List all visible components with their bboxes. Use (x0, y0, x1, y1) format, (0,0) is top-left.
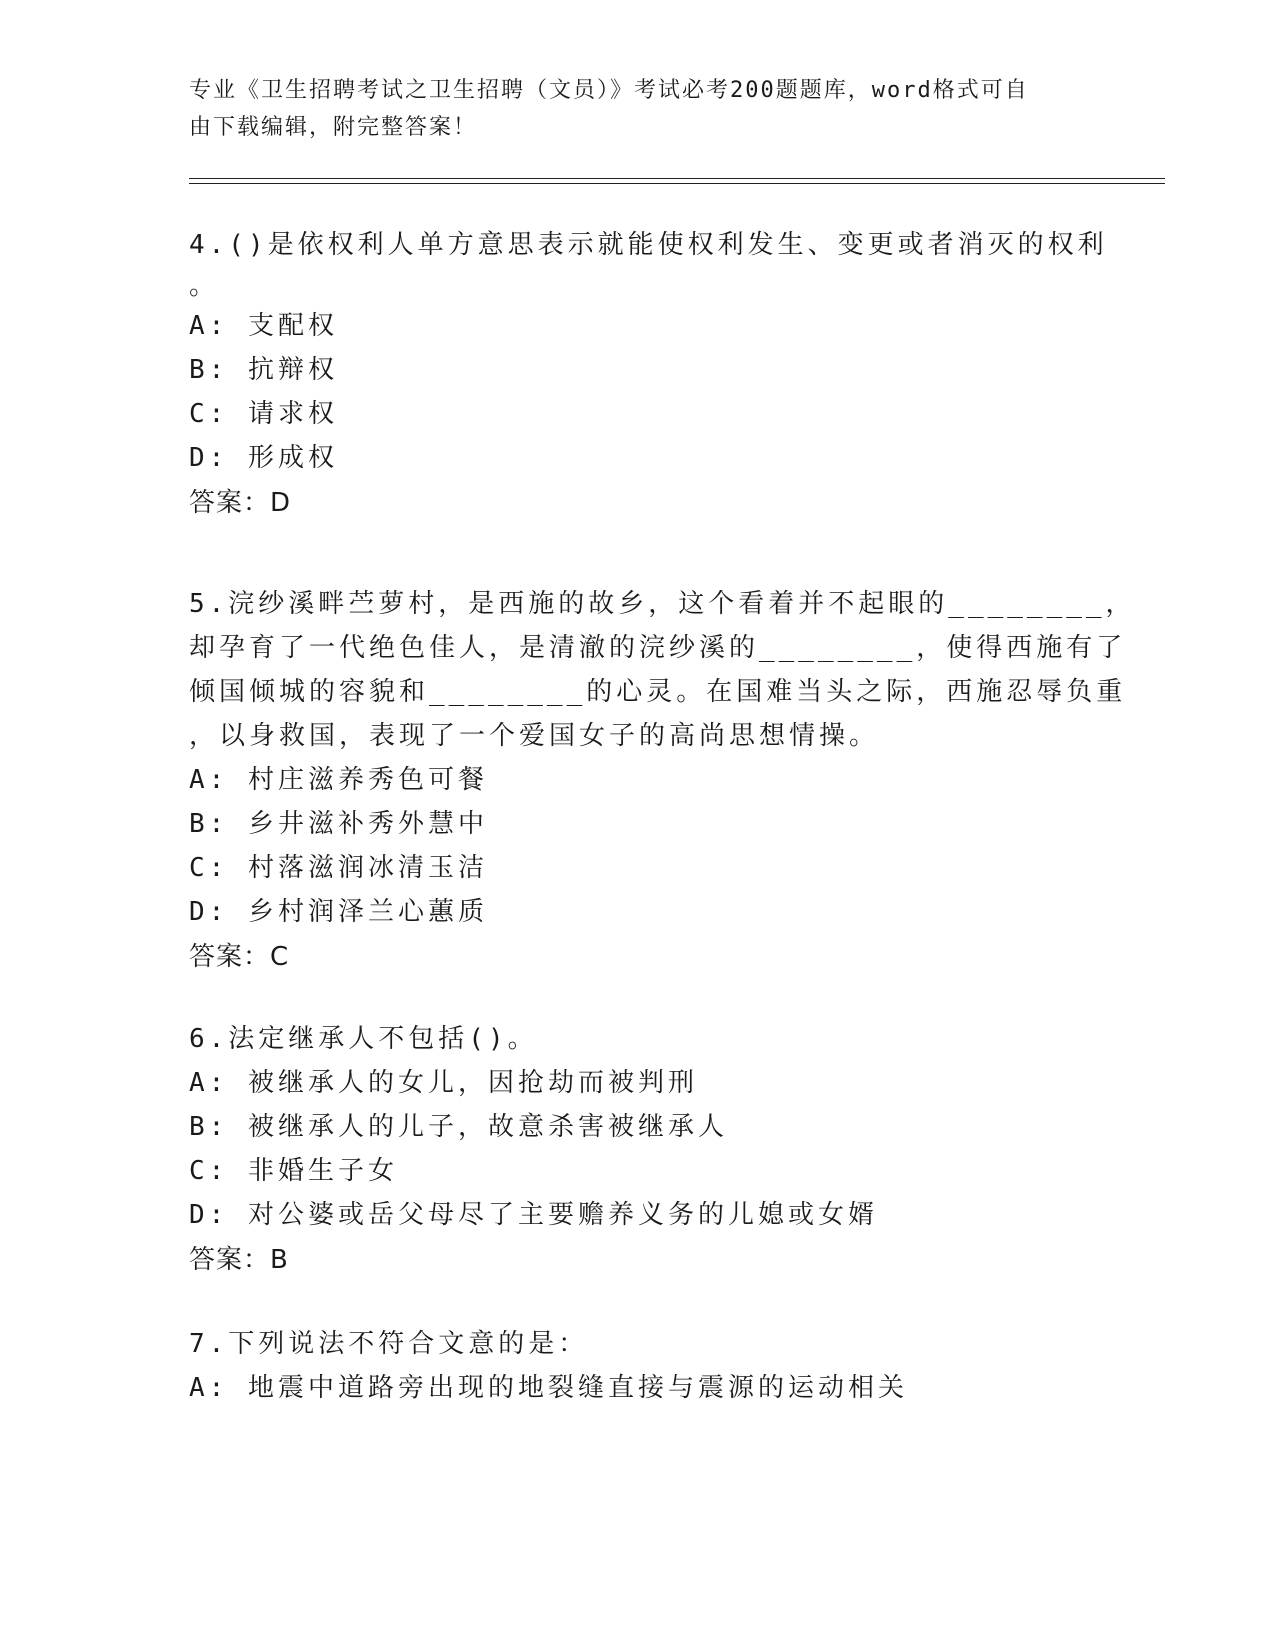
answer-value: C (270, 942, 290, 972)
answer-line (189, 934, 1089, 980)
question-stem-line: 5.浣纱溪畔苎萝村，是西施的故乡，这个看着并不起眼的________， (189, 589, 1136, 619)
question-stem-line: 6.法定继承人不包括()。 (189, 1024, 538, 1054)
question-stem-line: 4.()是依权利人单方意思表示就能使权利发生、变更或者消灭的权利 (189, 230, 1108, 260)
answer-line (189, 480, 1089, 526)
question-stem-line: ，以身救国，表现了一个爱国女子的高尚思想情操。 (189, 721, 880, 751)
option-d: D: 乡村润泽兰心蕙质 (189, 897, 488, 927)
answer-line (189, 1237, 1089, 1283)
answer-value: B (270, 1245, 289, 1275)
option-c: C: 非婚生子女 (189, 1156, 398, 1186)
option-c: C: 请求权 (189, 399, 338, 429)
option-b: B: 被继承人的儿子，故意杀害被继承人 (189, 1112, 728, 1142)
option-a: A: 地震中道路旁出现的地裂缝直接与震源的运动相关 (189, 1373, 908, 1403)
question-stem-line: 却孕育了一代绝色佳人，是清澈的浣纱溪的________，使得西施有了 (189, 633, 1127, 663)
option-a: A: 村庄滋养秀色可餐 (189, 765, 488, 795)
option-b: B: 乡井滋补秀外慧中 (189, 809, 488, 839)
question-4 (189, 222, 1108, 526)
answer-label: 答案： (189, 488, 271, 518)
option-d: D: 对公婆或岳父母尽了主要赡养义务的儿媳或女婿 (189, 1200, 878, 1230)
option-a: A: 支配权 (189, 311, 338, 341)
header-line-1: 专业《卫生招聘考试之卫生招聘（文员）》考试必考200题题库，word格式可自 (189, 78, 1029, 103)
question-stem-line: 。 (189, 271, 220, 301)
header-line-2: 由下载编辑，附完整答案！ (189, 115, 478, 140)
question-5 (189, 582, 1136, 980)
document-header (189, 72, 1089, 146)
question-7 (189, 1322, 1089, 1410)
header-divider-bottom (189, 183, 1165, 184)
answer-label: 答案： (189, 1245, 271, 1275)
header-divider-top (189, 178, 1165, 179)
answer-label: 答案： (189, 942, 271, 972)
answer-value: D (270, 488, 292, 518)
question-stem-line: 7.下列说法不符合文意的是： (189, 1329, 589, 1359)
question-stem-line: 倾国倾城的容貌和________的心灵。在国难当头之际，西施忍辱负重 (189, 677, 1127, 707)
option-a: A: 被继承人的女儿，因抢劫而被判刑 (189, 1068, 698, 1098)
option-c: C: 村落滋润冰清玉洁 (189, 853, 488, 883)
option-d: D: 形成权 (189, 443, 338, 473)
question-6 (189, 1017, 1089, 1283)
option-b: B: 抗辩权 (189, 355, 338, 385)
